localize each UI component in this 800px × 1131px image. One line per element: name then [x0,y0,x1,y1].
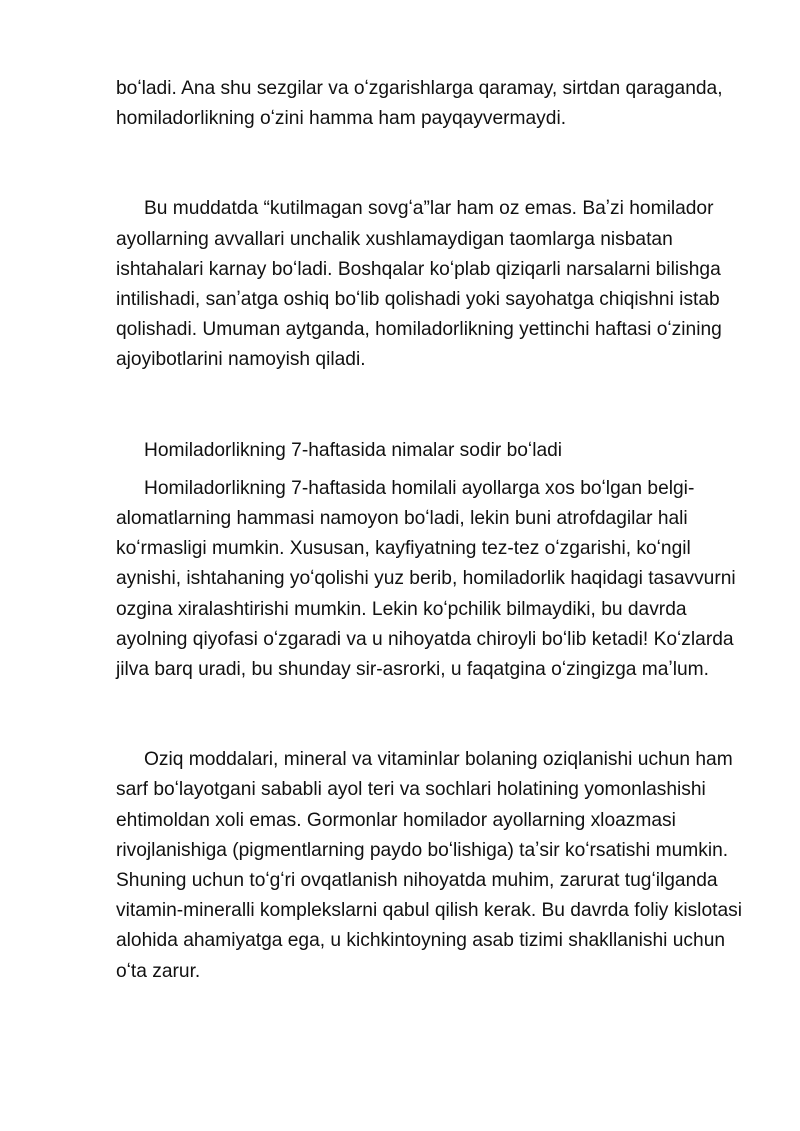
paragraph-nutrition: Oziq moddalari, mineral va vitaminlar bolaning oziqlanishi uchun ham sarf boʻlayotgani sababli ayol teri va sochlari holatining yomonlashishi ehtimoldan xoli emas. Gormonlar homilador ayollarning xloazmasi rivojlanishiga (pigmentlarning paydo boʻlishiga) taʼsir koʻrsatishi mumkin. Shuning uchun toʻgʻri ovqatlanish nihoyatda muhim, zarurat tugʻilganda vitamin-mineralli komplekslarni qabul qilish kerak. Bu davrda foliy kislotasi alohida ahamiyatga ega, u kichkintoyning asab tizimi shakllanishi uchun oʻta zarur. [116,749,742,982]
document-body [116,74,746,987]
paragraph-unexpected-gifts: Bu muddatda “kutilmagan sovgʻa”lar ham oz emas. Baʼzi homilador ayollarning avvallari unchalik xushlamaydigan taomlarga nisbatan ishtahalari karnay boʻladi. Boshqalar koʻplab qiziqarli narsalarni bilishga intilishadi, sanʼatga oshiq boʻlib qolishadi yoki sayohatga chiqishni istab qolishadi. Umuman aytganda, homiladorlikning yettinchi haftasi oʻzining ajoyibotlarini namoyish qiladi. [116,198,722,371]
paragraph-week7-symptoms: Homiladorlikning 7-haftasida homilali ayollarga xos boʻlgan belgi-alomatlarning hammasi namoyon boʻladi, lekin buni atrofdagilar hali koʻrmasligi mumkin. Xususan, kayfiyatning tez-tez oʻzgarishi, koʻngil aynishi, ishtahaning yoʻqolishi yuz berib, homiladorlik haqidagi tasavvurni ozgina xiralashtirishi mumkin. Lekin koʻpchilik bilmaydiki, bu davrda ayolning qiyofasi oʻzgaradi va u nihoyatda chiroyli boʻlib ketadi! Koʻzlarda jilva barq uradi, bu shunday sir-asrorki, u faqatgina oʻzingizga maʼlum. [116,477,736,681]
section-heading: Homiladorlikning 7-haftasida nimalar sodir boʻladi [144,439,563,461]
paragraph-continuation: boʻladi. Ana shu sezgilar va oʻzgarishlarga qaramay, sirtdan qaraganda, homiladorlikning oʻzini hamma ham payqayvermaydi. [116,78,723,130]
